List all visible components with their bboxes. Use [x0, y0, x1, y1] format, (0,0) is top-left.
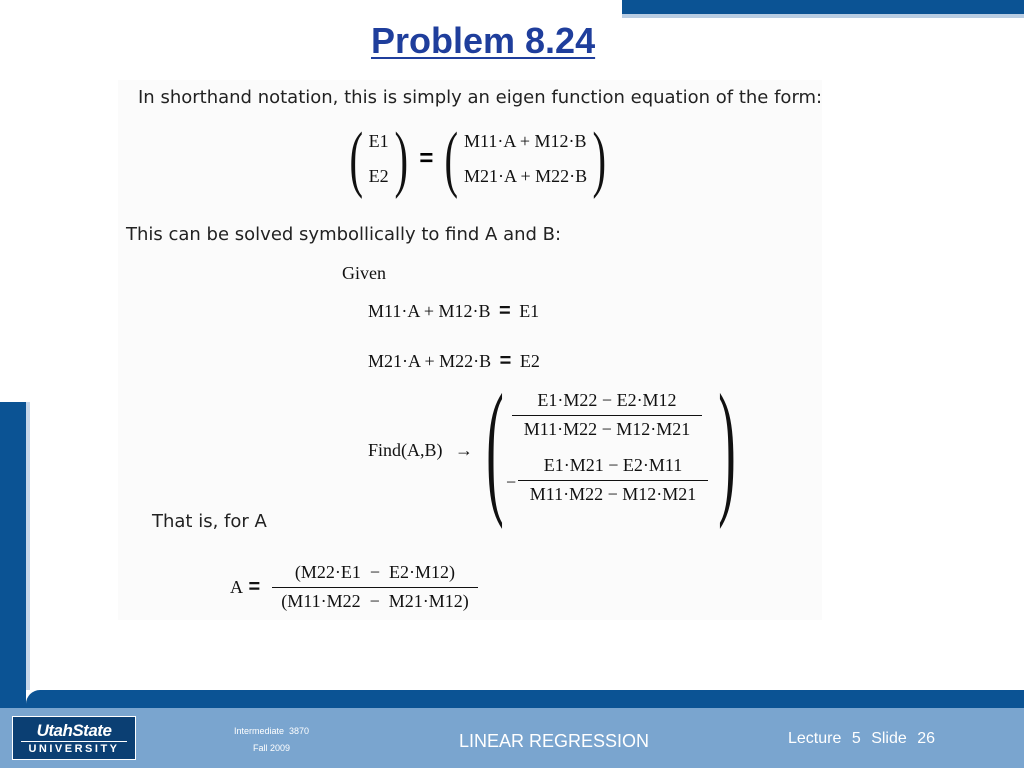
a-symbol: A	[230, 577, 243, 597]
right-paren: )	[394, 118, 408, 200]
intro-text: In shorthand notation, this is simply an eigen function equation of the form:	[138, 87, 823, 108]
top-frame-accent	[622, 14, 1024, 18]
left-paren: (	[444, 118, 459, 200]
lhs-top: E1	[368, 131, 389, 151]
eq2-lhs: M21·A + M22·B	[368, 351, 492, 371]
given-eq1	[368, 300, 539, 323]
rhs-top: M11·A + M12·B	[463, 131, 587, 151]
footer-topic: LINEAR REGRESSION	[459, 731, 650, 751]
rhs-bottom: M21·A + M22·B	[463, 166, 588, 186]
given-eq2	[368, 350, 540, 373]
find-left-paren: (	[486, 364, 504, 530]
find-expression	[368, 440, 473, 461]
result-b-numerator: E1·M21 − E2·M11	[543, 455, 683, 475]
lhs-vector	[369, 124, 389, 194]
equals-sign: =	[419, 145, 434, 172]
arrow-icon: →	[455, 440, 474, 460]
slide-number: 26	[917, 730, 936, 747]
logo-divider	[21, 741, 127, 742]
eq2-equals: =	[499, 350, 512, 372]
a-fraction	[272, 562, 478, 612]
left-frame-accent	[26, 402, 30, 690]
given-label: Given	[342, 263, 386, 283]
footer-course: Intermediate 3870	[234, 726, 310, 736]
lecture-label: Lecture	[788, 730, 842, 747]
eq2-rhs: E2	[519, 351, 540, 371]
top-frame-bar	[622, 0, 1024, 14]
left-paren: (	[349, 118, 364, 200]
rhs-vector	[464, 124, 587, 194]
result-a-denominator: M11·M22 − M12·M21	[523, 419, 691, 439]
lhs-bottom: E2	[368, 166, 389, 186]
university-logo	[12, 716, 136, 760]
slide-label: Slide	[871, 730, 907, 747]
eq1-lhs: M11·A + M12·B	[368, 301, 491, 321]
result-a-numerator: E1·M22 − E2·M12	[537, 390, 677, 410]
bottom-frame-bar	[26, 690, 1024, 708]
slide-title: Problem 8.24	[371, 20, 596, 61]
result-b-sign: −	[506, 472, 517, 492]
matrix-equation	[344, 118, 612, 200]
a-equals: =	[248, 576, 261, 598]
eq1-rhs: E1	[519, 301, 540, 321]
logo-line-1: UtahState	[36, 721, 112, 740]
footer-term: Fall 2009	[253, 743, 291, 753]
eq1-equals: =	[499, 300, 511, 322]
lecture-number: 5	[851, 730, 861, 747]
footer-lecture-info	[788, 730, 941, 748]
find-right-paren: )	[718, 364, 736, 530]
result-a-fraction	[512, 390, 702, 440]
fraction-bar	[512, 415, 702, 416]
left-frame-bar	[0, 402, 26, 708]
fraction-bar	[518, 480, 708, 481]
result-b-fraction	[518, 455, 708, 505]
right-paren: )	[592, 118, 607, 200]
a-numerator: (M22·E1 − E2·M12)	[294, 562, 456, 582]
a-denominator: (M11·M22 − M21·M12)	[281, 591, 469, 611]
fraction-bar	[272, 587, 478, 588]
a-formula-lhs	[230, 576, 260, 599]
result-b-denominator: M11·M22 − M12·M21	[529, 484, 697, 504]
find-label: Find(A,B)	[368, 440, 443, 460]
solve-text: This can be solved symbollically to find A and B:	[126, 224, 562, 245]
logo-line-2: UNIVERSITY	[28, 743, 120, 755]
that-is-text: That is, for A	[152, 511, 267, 532]
